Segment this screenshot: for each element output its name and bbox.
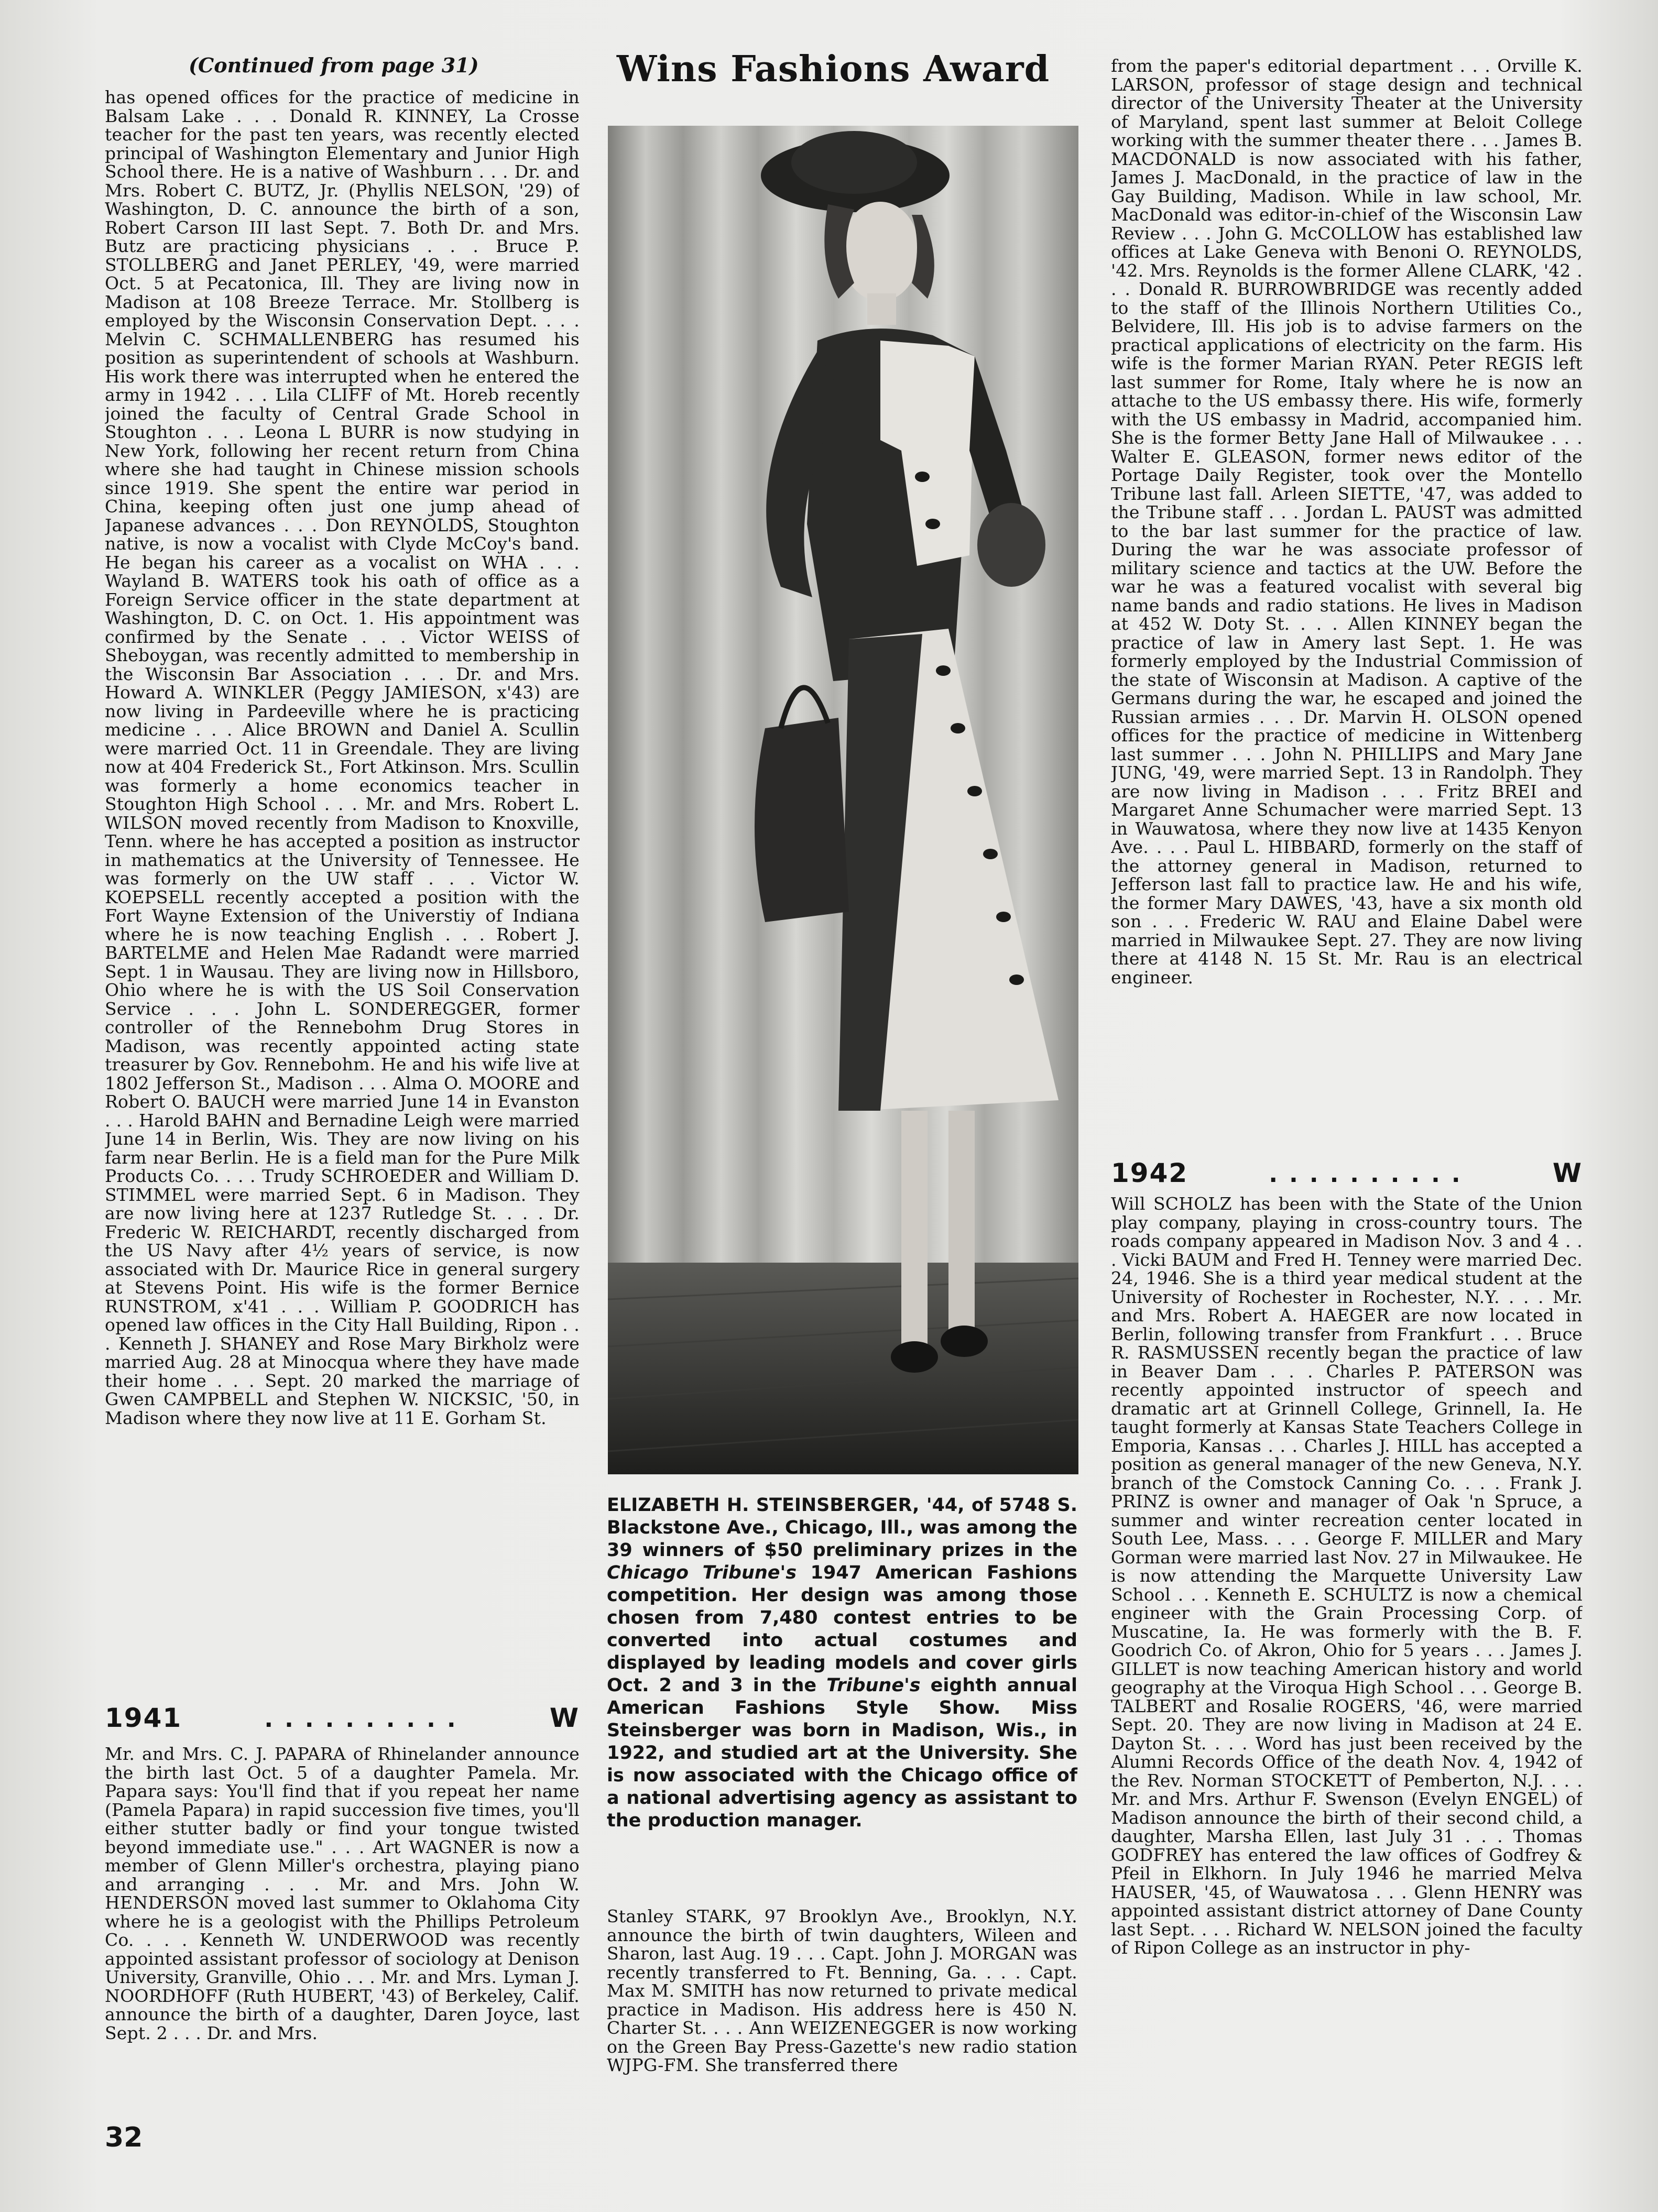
caption-text-1: ELIZABETH H. STEINSBERGER, '44, of 5748 S. Blackstone Ave., Chicago, Ill., was among the 39 winners of $50 preliminary prizes in the	[607, 1495, 1077, 1561]
class-year-1942-heading	[1111, 1158, 1583, 1188]
leader-dots: ..........	[264, 1706, 467, 1733]
class-1942-text: Will SCHOLZ has been with the State of the Union play company, playing in cross-country tours. The roads company appeared in Madison Nov. 3 and 4 . . . Vicki BAUM and Fred H. Tenney were married Dec. 24, 1946. She is a third year medical student at the University of Rochester in Rochester, N.Y. . . . Mr. and Mrs. Robert A. HAEGER are now located in Berlin, following transfer from Frankfurt . . . Bruce R. RASMUSSEN recently began the practice of law in Beaver Dam . . . Charles P. PATERSON was recently appointed instructor of speech and dramatic art at Grinnell College, Grinnell, Ia. He taught formerly at Kansas State Teachers College in Emporia, Kansas . . . Charles J. HILL has accepted a position as general manager of the new Geneva, N.Y. branch of the Comstock Canning Co. . . . Frank J. PRINZ is owner and manager of Oak 'n Spruce, a summer and winter recreation center located in South Lee, Mass. . . . George F. MILLER and Mary Gorman were married last Nov. 27 in Milwaukee. He is now attending the Marquette University Law School . . . Kenneth E. SCHULTZ is now a chemical engineer with the Grain Processing Corp. of Muscatine, Ia. He was formerly with the B. F. Goodrich Co. of Akron, Ohio for 5 years . . . James J. GILLET is now teaching American history and world geography at the Viroqua High School . . . George B. TALBERT and Rosalie ROGERS, '46, were married Sept. 20. They are now living in Madison at 24 E. Dayton St. . . . Word has just been received by the Alumni Records Office of the death Nov. 4, 1942 of the Rev. Norman STOCKETT of Pemberton, N.J. . . . Mr. and Mrs. Arthur F. Swenson (Evelyn ENGEL) of Madison announce the birth of their second child, a daughter, Marsha Ellen, last July 31 . . . Thomas GODFREY has entered the law offices of Godfrey & Pfeil in Elkhorn. In July 1946 he married Melva HAUSER, '45, of Wauwatosa . . . Glenn HENRY was appointed assistant district attorney of Dane County last Sept. . . . Richard W. NELSON joined the faculty of Ripon College as an instructor in phy-	[1111, 1195, 1583, 1958]
middle-column	[607, 1907, 1077, 2127]
left-column-1941	[105, 1745, 580, 2117]
fashion-model-photo	[608, 126, 1078, 1474]
page-number: 32	[105, 2122, 143, 2153]
caption-text-2: 1947 American Fashions competition. Her design was among those chosen from 7,480 contest entries to be converted into actual costumes and displayed by leading models and cover girls Oct. 2 and 3 in the	[607, 1562, 1077, 1696]
right-column-text: from the paper's editorial department . . . Orville K. LARSON, professor of stage design and technical director of the University Theater at the University of Maryland, spent last summer at Beloit College working with the summer theater there . . . James B. MACDONALD is now associated with his father, James J. MacDonald, in the practice of law in the Gay Building, Madison. While in law school, Mr. MacDonald was editor-in-chief of the Wisconsin Law Review . . . John G. McCOLLOW has established law offices at Lake Geneva with Benoni O. REYNOLDS, '42. Mrs. Reynolds is the former Allene CLARK, '42 . . . Donald R. BURROWBRIDGE was recently added to the staff of the Illinois Northern Utilities Co., Belvidere, Ill. His job is to advise farmers on the practical applications of electricity on the farm. His wife is the former Marian RYAN. Peter REGIS left last summer for Rome, Italy where he is now an attache to the US embassy there. His wife, formerly with the US embassy in Madrid, accompanied him. She is the former Betty Jane Hall of Milwaukee . . . Walter E. GLEASON, former news editor of the Portage Daily Register, took over the Montello Tribune last fall. Arleen SIETTE, '47, was added to the Tribune staff . . . Jordan L. PAUST was admitted to the bar last summer for the practice of law. During the war he was associate professor of military science and tactics at the UW. Before the war he was a featured vocalist with several big name bands and radio stations. He lives in Madison at 452 W. Doty St. . . . Allen KINNEY began the practice of law in Amery last Sept. 1. He was formerly employed by the Industrial Commission of the state of Wisconsin at Madison. A captive of the Germans during the war, he escaped and joined the Russian armies . . . Dr. Marvin H. OLSON opened offices for the practice of medicine in Wittenberg last summer . . . John N. PHILLIPS and Mary Jane JUNG, '49, were married Sept. 13 in Randolph. They are now living in Madison . . . Fritz BREI and Margaret Anne Schumacher were married Sept. 13 in Wauwatosa, where they now live at 1435 Kenyon Ave. . . . Paul L. HIBBARD, formerly on the staff of the attorney general in Madison, returned to Jefferson last fall to practice law. He and his wife, the former Mary DAWES, '43, have a six month old son . . . Frederic W. RAU and Elaine Dabel were married in Milwaukee Sept. 27. They are now living there at 4148 N. 15 St. Mr. Rau is an electrical engineer.	[1111, 57, 1583, 988]
class-year-1941-heading	[105, 1703, 580, 1733]
leader-dots: ..........	[1269, 1161, 1472, 1188]
model-photo-illustration	[608, 126, 1078, 1474]
right-column	[1111, 57, 1583, 1141]
photo-caption	[607, 1494, 1077, 1832]
class-year-letter: W	[549, 1703, 580, 1733]
left-column	[105, 88, 580, 1691]
class-year-letter: W	[1552, 1158, 1583, 1188]
class-year-label: 1942	[1111, 1158, 1188, 1188]
caption-italic-1: Chicago Tribune's	[607, 1562, 797, 1583]
caption-italic-2: Tribune's	[826, 1675, 921, 1696]
headline: Wins Fashions Award	[616, 48, 1050, 90]
continued-note: (Continued from page 31)	[189, 53, 479, 77]
right-column-1942	[1111, 1195, 1583, 2117]
left-column-text: has opened offices for the practice of medicine in Balsam Lake . . . Donald R. KINNEY, La Crosse teacher for the past ten years, was recently elected principal of Washington Elementary and Junior High School there. He is a native of Washburn . . . Dr. and Mrs. Robert C. BUTZ, Jr. (Phyllis NELSON, '29) of Washington, D. C. announce the birth of a son, Robert Carson III last Sept. 7. Both Dr. and Mrs. Butz are practicing physicians . . . Bruce P. STOLLBERG and Janet PERLEY, '49, were married Oct. 5 at Pecatonica, Ill. They are living now in Madison at 108 Breeze Terrace. Mr. Stollberg is employed by the Wisconsin Conservation Dept. . . . Melvin C. SCHMALLENBERG has resumed his position as superintendent of schools at Washburn. His work there was interrupted when he entered the army in 1942 . . . Lila CLIFF of Mt. Horeb recently joined the faculty of Central Grade School in Stoughton . . . Leona L BURR is now studying in New York, following her recent return from China where she had taught in Chinese mission schools since 1919. She spent the entire war period in China, keeping often just one jump ahead of Japanese advances . . . Don REYNOLDS, Stoughton native, is now a vocalist with Clyde McCoy's band. He began his career as a vocalist on WHA . . . Wayland B. WATERS took his oath of office as a Foreign Service officer in the state department at Washington, D. C. on Oct. 1. His appointment was confirmed by the Senate . . . Victor WEISS of Sheboygan, was recently admitted to membership in the Wisconsin Bar Association . . . Dr. and Mrs. Howard A. WINKLER (Peggy JAMIESON, x'43) are now living in Pardeeville where he is practicing medicine . . . Alice BROWN and Daniel A. Scullin were married Oct. 11 in Greendale. They are living now at 404 Frederick St., Fort Atkinson. Mrs. Scullin was formerly a home economics teacher in Stoughton High School . . . Mr. and Mrs. Robert L. WILSON moved recently from Madison to Knoxville, Tenn. where he has accepted a position as instructor in mathematics at the University of Tennessee. He was formerly on the UW staff . . . Victor W. KOEPSELL recently accepted a position with the Fort Wayne Extension of the Universtiy of Indiana where he is now teaching English . . . Robert J. BARTELME and Helen Mae Radandt were married Sept. 1 in Wausau. They are living now in Hillsboro, Ohio where he is with the US Soil Conservation Service . . . John L. SONDEREGGER, former controller of the Rennebohm Drug Stores in Madison, was recently appointed acting state treasurer by Gov. Rennebohm. He and his wife live at 1802 Jefferson St., Madison . . . Alma O. MOORE and Robert O. BAUCH were married June 14 in Evanston . . . Harold BAHN and Bernadine Leigh were married June 14 in Berlin, Wis. They are now living on his farm near Berlin. He is a field man for the Pure Milk Products Co. . . . Trudy SCHROEDER and William D. STIMMEL were married Sept. 6 in Madison. They are now living here at 1237 Rutledge St. . . . Dr. Frederic W. REICHARDT, recently discharged from the US Navy after 4½ years of service, is now associated with Dr. Maurice Rice in general surgery at Stevens Point. His wife is the former Bernice RUNSTROM, x'41 . . . William P. GOODRICH has opened law offices in the City Hall Building, Ripon . . . Kenneth J. SHANEY and Rose Mary Birkholz were married Aug. 28 at Minocqua where they have made their home . . . Sept. 20 marked the marriage of Gwen CAMPBELL and Stephen W. NICKSIC, '50, in Madison where they now live at 11 E. Gorham St.	[105, 88, 580, 1428]
class-year-label: 1941	[105, 1703, 182, 1733]
caption-text-3: eighth annual American Fashions Style Show. Miss Steinsberger was born in Madison, Wis., in 1922, and studied art at the University. She is now associated with the Chicago office of a national advertising agency as assistant to the production manager.	[607, 1675, 1077, 1831]
middle-column-text: Stanley STARK, 97 Brooklyn Ave., Brooklyn, N.Y. announce the birth of twin daughters, Wileen and Sharon, last Aug. 19 . . . Capt. John J. MORGAN was recently transferred to Ft. Benning, Ga. . . . Capt. Max M. SMITH has now returned to private medical practice in Madison. His address here is 450 N. Charter St. . . . Ann WEIZENEGGER is now working on the Green Bay Press-Gazette's new radio station WJPG-FM. She transferred there	[607, 1907, 1077, 2075]
class-1941-text: Mr. and Mrs. C. J. PAPARA of Rhinelander announce the birth last Oct. 5 of a daughter Pamela. Mr. Papara says: You'll find that if you repeat her name (Pamela Papara) in rapid succession five times, you'll either stutter badly or find your tongue twisted beyond immediate use." . . . Art WAGNER is now a member of Glenn Miller's orchestra, playing piano and arranging . . . Mr. and Mrs. John W. HENDERSON moved last summer to Oklahoma City where he is a geologist with the Phillips Petroleum Co. . . . Kenneth W. UNDERWOOD was recently appointed assistant professor of sociology at Denison University, Granville, Ohio . . . Mr. and Mrs. Lyman J. NOORDHOFF (Ruth HUBERT, '43) of Berkeley, Calif. announce the birth of a daughter, Daren Joyce, last Sept. 2 . . . Dr. and Mrs.	[105, 1745, 580, 2043]
